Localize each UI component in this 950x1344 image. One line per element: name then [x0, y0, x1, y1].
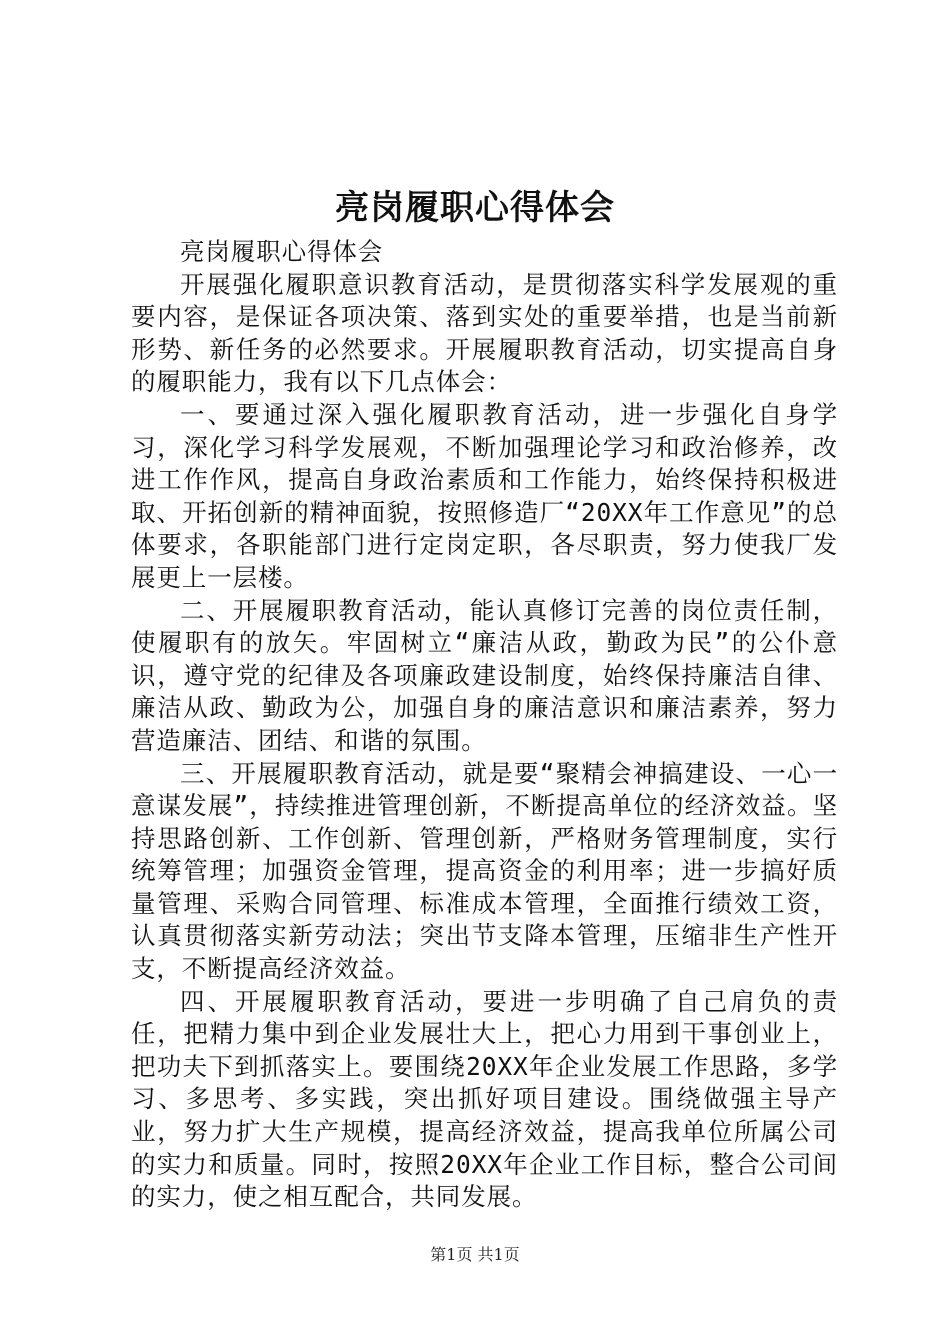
paragraph-subtitle: 亮岗履职心得体会 — [180, 237, 384, 266]
paragraph-point-2: 二、开展履职教育活动，能认真修订完善的岗位责任制，使履职有的放矢。牢固树立“廉洁从政，勤政为民”的公仆意识，遵守党的纪律及各项廉政建设制度，始终保持廉洁自律、廉洁从政、勤政为公，加强自身的廉洁意识和廉洁素养，努力营造廉洁、团结、和谐的氛围。 — [131, 595, 838, 755]
paragraph-point-1: 一、要通过深入强化履职教育活动，进一步强化自身学习，深化学习科学发展观，不断加强理论学习和政治修养，改进工作作风，提高自身政治素质和工作能力，始终保持积极进取、开拓创新的精神面貌，按照修造厂“20XX年工作意见”的总体要求，各职能部门进行定岗定职，各尽职责，努力使我厂发展更上一层楼。 — [131, 399, 838, 592]
paragraph-intro: 开展强化履职意识教育活动，是贯彻落实科学发展观的重要内容，是保证各项决策、落到实处的重要举措，也是当前新形势、新任务的必然要求。开展履职教育活动，切实提高自身的履职能力，我有以下几点体会： — [131, 269, 838, 397]
paragraph-point-4: 四、开展履职教育活动，要进一步明确了自己肩负的责任，把精力集中到企业发展壮大上，把心力用到干事创业上，把功夫下到抓落实上。要围绕20XX年企业发展工作思路，多学习、多思考、多实践，突出抓好项目建设。围绕做强主导产业，努力扩大生产规模，提高经济效益，提高我单位所属公司的实力和质量。同时，按照20XX年企业工作目标，整合公司间的实力，使之相互配合，共同发展。 — [131, 986, 838, 1212]
document-body — [131, 236, 838, 1214]
paragraph-point-3: 三、开展履职教育活动，就是要“聚精会神搞建设、一心一意谋发展”，持续推进管理创新，不断提高单位的经济效益。坚持思路创新、工作创新、管理创新，严格财务管理制度，实行统筹管理；加强资金管理，提高资金的利用率；进一步搞好质量管理、采购合同管理、标准成本管理，全面推行绩效工资，认真贯彻落实新劳动法；突出节支降本管理，压缩非生产性开支，不断提高经济效益。 — [131, 758, 838, 984]
page-title: 亮岗履职心得体会 — [335, 188, 615, 228]
page-footer: 第1页 共1页 — [430, 1245, 520, 1264]
